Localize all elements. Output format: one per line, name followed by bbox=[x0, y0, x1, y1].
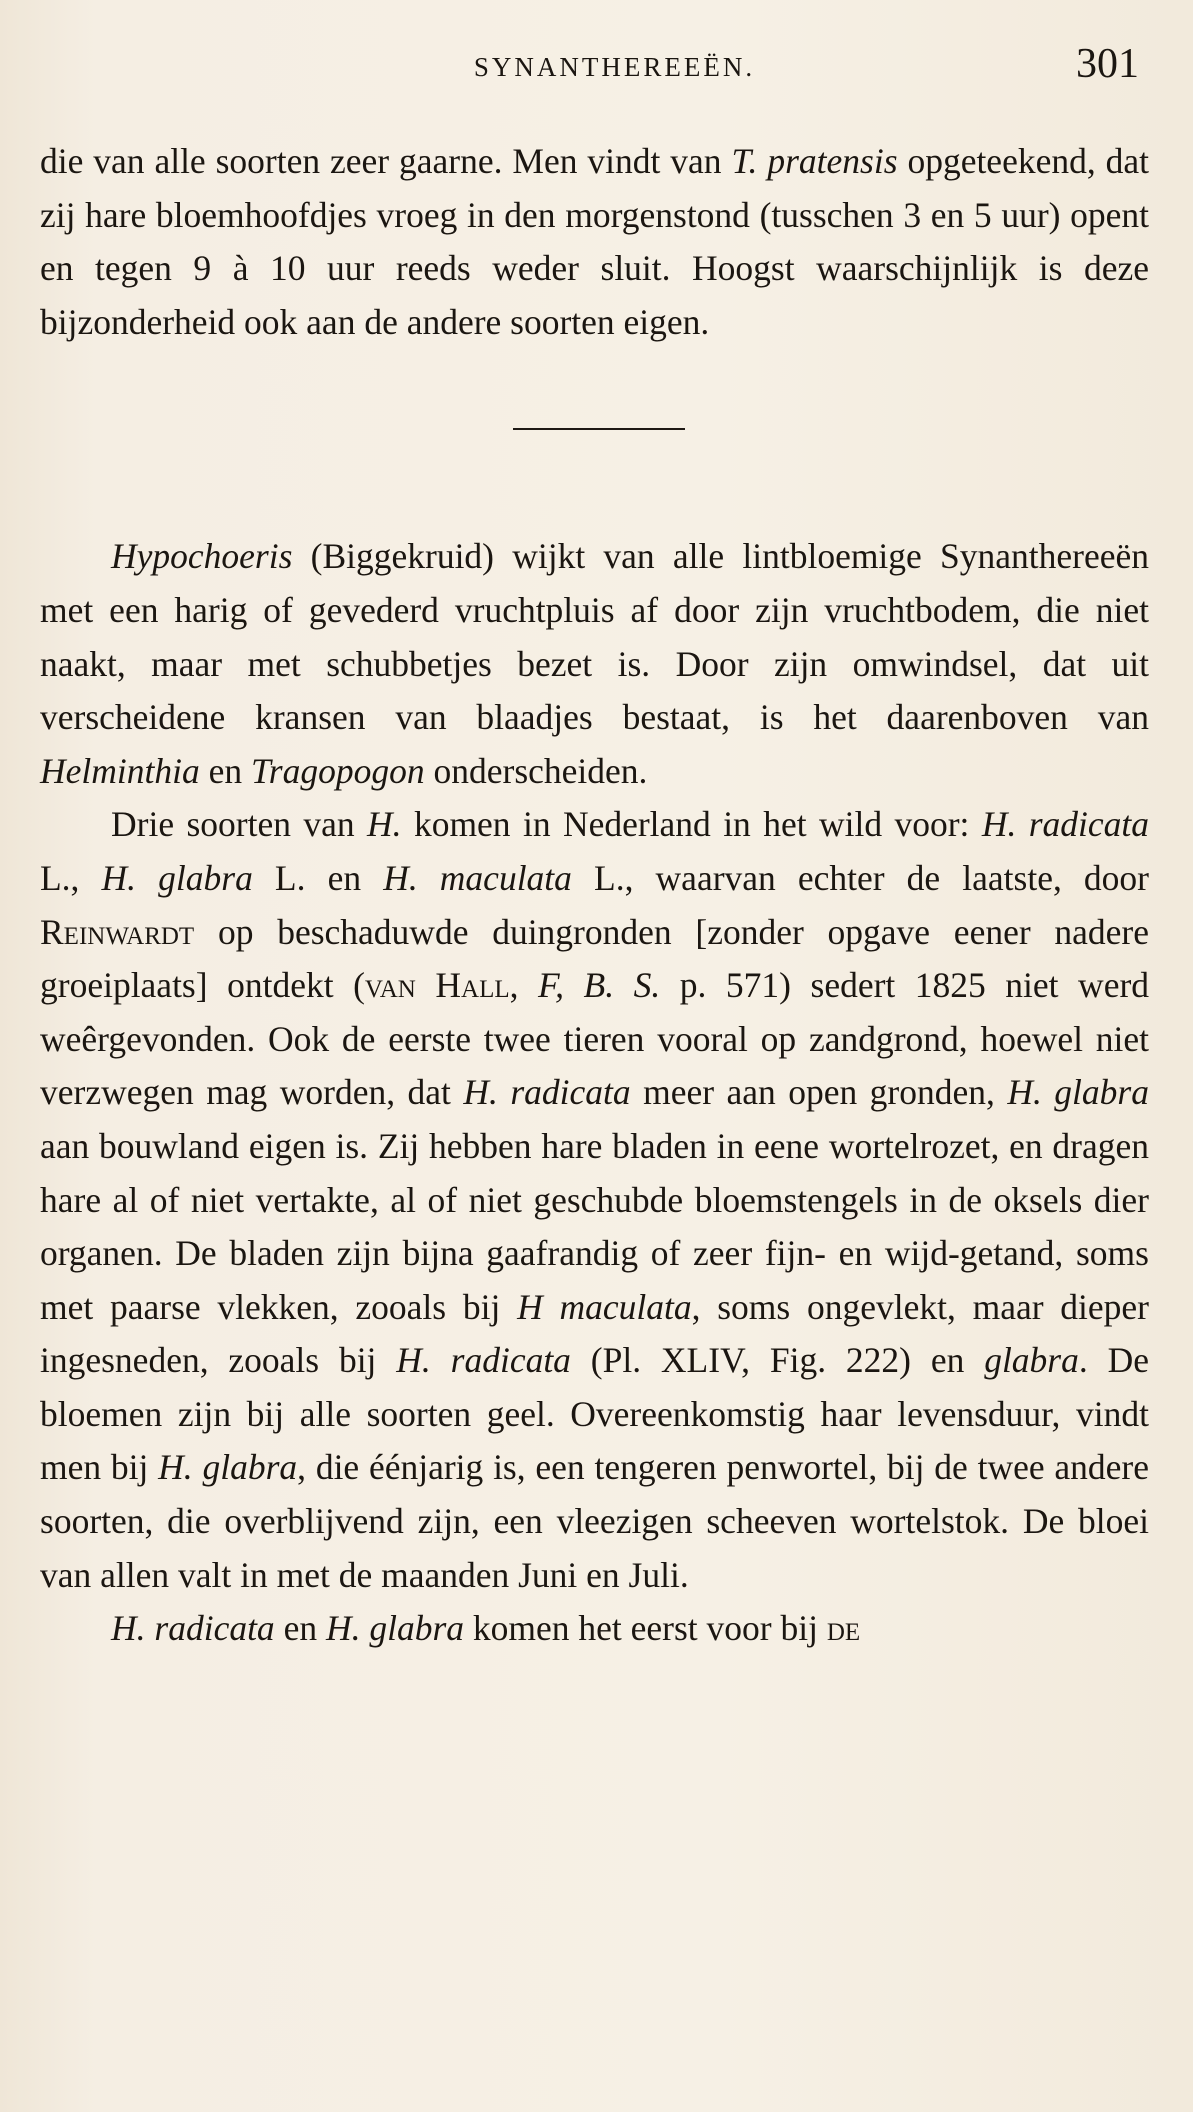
text-run: (Pl. XLIV, Fig. 222) en bbox=[570, 1340, 985, 1381]
running-head: SYNANTHEREEËN. bbox=[473, 52, 756, 82]
text-run: , bbox=[509, 965, 539, 1006]
italic-taxon: H. bbox=[367, 804, 402, 845]
text-run: en bbox=[274, 1608, 326, 1649]
italic-taxon: H. radicata bbox=[396, 1340, 571, 1381]
text-run: die van alle soorten zeer gaarne. Men vindt van bbox=[40, 141, 732, 181]
small-caps-name: Reinwardt bbox=[40, 911, 195, 952]
italic-taxon: H. glabra bbox=[101, 857, 253, 898]
text-run: L. en bbox=[252, 857, 384, 898]
italic-taxon: glabra bbox=[984, 1340, 1079, 1381]
text-run: p. 571) sedert 1825 niet werd weêrgevonden. Ook de eerste twee tieren vooral op zandgrond, hoewel niet verzwegen mag worden, dat bbox=[40, 965, 1150, 1113]
italic-taxon: H. glabra bbox=[158, 1447, 298, 1488]
text-run: komen in Nederland in het wild voor: bbox=[401, 804, 982, 845]
italic-taxon: Tragopogon bbox=[251, 750, 425, 791]
paragraph-hypochoeris-intro bbox=[40, 530, 1149, 798]
text-run: komen het eerst voor bij bbox=[464, 1608, 827, 1649]
italic-taxon: H maculata bbox=[517, 1286, 692, 1327]
text-run: aan bouwland eigen is. Zij hebben hare bladen in eene wortelrozet, en dragen hare al of niet vertakte, al of niet geschubde bloemstengels in de oksels dier organen. De bladen zijn bijna gaafrandig of zeer fijn- en wijd-getand, soms met paarse vlekken, zooals bij bbox=[40, 1125, 1149, 1327]
page-number: 301 bbox=[1076, 41, 1139, 87]
page-header bbox=[40, 0, 1149, 120]
italic-taxon: Hypochoeris bbox=[111, 536, 293, 577]
italic-taxon: Helminthia bbox=[40, 750, 200, 791]
text-run: op beschaduwde duingronden [zonder opgave eener nadere groeiplaats] ontdekt ( bbox=[40, 911, 1149, 1006]
paragraph-hypochoeris-occurrence bbox=[40, 1602, 1149, 1656]
text-run: opgeteekend, dat zij hare bloemhoofdjes vroeg in den morgenstond (tusschen 3 en 5 uur) opent en tegen 9 à 10 uur reeds weder sluit. Hoogst waarschijnlijk is deze bijzonderheid ook aan de andere soorten eigen. bbox=[40, 141, 1149, 342]
text-run: L., waarvan echter de laatste, door bbox=[571, 857, 1149, 898]
text-run: (Biggekruid) wijkt van alle lintbloemige Synanthereeën met een harig of gevederd vruchtpluis af door zijn vruchtbodem, die niet naakt, maar met schubbetjes bezet is. Door zijn omwindsel, dat uit verscheidene kransen van blaadjes bestaat, is het daarenboven van bbox=[40, 536, 1149, 738]
italic-taxon: H. radicata bbox=[463, 1072, 631, 1113]
italic-taxon: T. pratensis bbox=[731, 141, 898, 181]
italic-taxon: H. radicata bbox=[981, 804, 1150, 845]
small-caps-word: de bbox=[826, 1608, 861, 1649]
italic-taxon: H. glabra bbox=[325, 1608, 465, 1649]
paragraph-tragopogon-continued bbox=[40, 135, 1149, 349]
text-run: en bbox=[199, 750, 251, 791]
text-run: onderscheiden. bbox=[424, 750, 648, 791]
text-run: , soms ongevlekt, maar dieper ingesneden, zooals bij bbox=[40, 1286, 1149, 1381]
text-run: , die éénjarig is, een tengeren penwortel, bij de twee andere soorten, die overblijvend zijn, een vleezigen scheeven wortelstok. De bloei van allen valt in met de maanden Juni en Juli. bbox=[40, 1447, 1149, 1595]
text-run: meer aan open gronden, bbox=[630, 1072, 1008, 1113]
italic-taxon: H. maculata bbox=[383, 857, 572, 898]
paragraph-hypochoeris-species bbox=[40, 798, 1149, 1602]
text-run: L., bbox=[40, 857, 102, 898]
section-divider bbox=[513, 428, 685, 430]
small-caps-name: van Hall bbox=[364, 965, 510, 1006]
section-gap bbox=[40, 430, 1149, 530]
italic-reference: F, B. S. bbox=[538, 965, 661, 1006]
italic-taxon: H. glabra bbox=[1007, 1072, 1149, 1113]
italic-taxon: H. radicata bbox=[111, 1608, 275, 1649]
text-run: Drie soorten van bbox=[111, 804, 368, 845]
text-run: . De bloemen zijn bij alle soorten geel. Overeenkomstig haar levensduur, vindt men bij bbox=[40, 1340, 1149, 1488]
